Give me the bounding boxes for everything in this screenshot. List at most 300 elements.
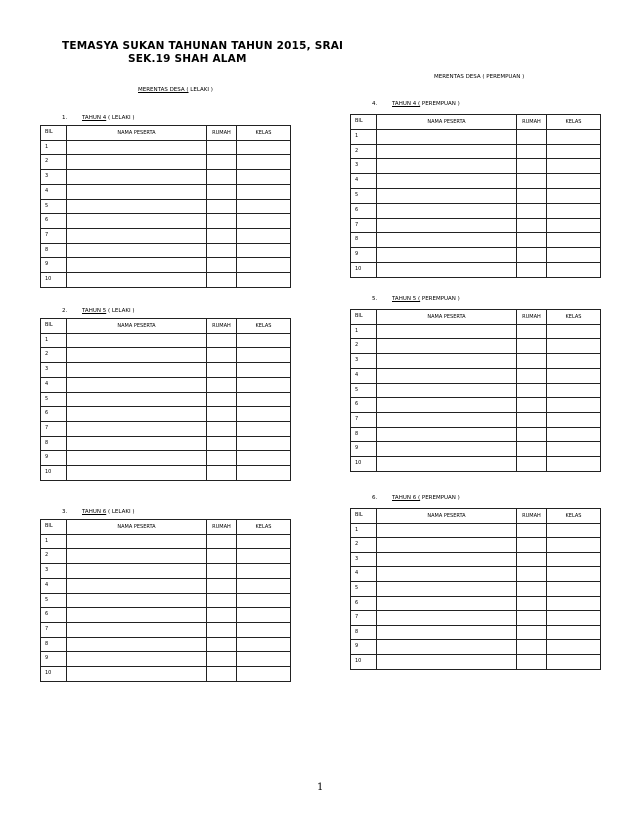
nama-peserta-cell[interactable] — [67, 608, 207, 623]
rumah-cell[interactable] — [517, 398, 547, 413]
rumah-cell[interactable] — [207, 652, 237, 667]
table-row — [351, 457, 601, 472]
participant-table-3 — [40, 519, 291, 682]
section-label-underlined: TAHUN 5 ( — [392, 296, 421, 302]
nama-peserta-cell[interactable] — [377, 324, 517, 339]
rumah-cell[interactable] — [517, 383, 547, 398]
kelas-cell[interactable] — [237, 170, 291, 185]
rumah-cell[interactable] — [517, 144, 547, 159]
kelas-cell[interactable] — [547, 596, 601, 611]
table-row — [41, 392, 291, 407]
nama-peserta-cell[interactable] — [377, 218, 517, 233]
rumah-cell[interactable] — [207, 377, 237, 392]
table-row — [41, 214, 291, 229]
section-label-1 — [62, 115, 134, 121]
kelas-cell[interactable] — [237, 451, 291, 466]
rumah-cell[interactable] — [517, 412, 547, 427]
left-subtitle-underlined: MERENTAS DESA ( — [138, 87, 189, 93]
table-row — [351, 188, 601, 203]
kelas-cell[interactable] — [237, 243, 291, 258]
rumah-cell[interactable] — [517, 368, 547, 383]
nama-peserta-cell[interactable] — [67, 228, 207, 243]
row-number-cell: 1 — [41, 140, 67, 155]
rumah-cell[interactable] — [207, 421, 237, 436]
rumah-cell[interactable] — [207, 392, 237, 407]
rumah-cell[interactable] — [517, 581, 547, 596]
row-number-cell: 6 — [351, 203, 377, 218]
nama-peserta-cell[interactable] — [67, 140, 207, 155]
kelas-cell[interactable] — [237, 363, 291, 378]
table-row — [41, 377, 291, 392]
rumah-cell[interactable] — [207, 214, 237, 229]
nama-peserta-cell[interactable] — [67, 333, 207, 348]
kelas-cell[interactable] — [547, 552, 601, 567]
rumah-cell[interactable] — [207, 637, 237, 652]
kelas-cell[interactable] — [237, 564, 291, 579]
table-header-row — [41, 520, 291, 535]
nama-peserta-cell[interactable] — [377, 625, 517, 640]
nama-peserta-cell[interactable] — [67, 407, 207, 422]
section-label-rest: ( LELAKI ) — [106, 115, 135, 121]
row-number-cell: 5 — [41, 199, 67, 214]
kelas-cell[interactable] — [547, 248, 601, 263]
table-row — [41, 258, 291, 273]
nama-peserta-cell[interactable] — [67, 593, 207, 608]
table-row — [351, 144, 601, 159]
kelas-cell[interactable] — [237, 273, 291, 288]
table-row — [351, 596, 601, 611]
rumah-cell[interactable] — [517, 654, 547, 669]
rumah-cell[interactable] — [207, 534, 237, 549]
kelas-cell[interactable] — [237, 258, 291, 273]
nama-peserta-cell[interactable] — [377, 552, 517, 567]
rumah-cell[interactable] — [517, 324, 547, 339]
kelas-cell[interactable] — [237, 199, 291, 214]
nama-peserta-cell[interactable] — [67, 549, 207, 564]
kelas-cell[interactable] — [237, 392, 291, 407]
header-bil: BIL — [41, 126, 67, 141]
rumah-cell[interactable] — [517, 248, 547, 263]
rumah-cell[interactable] — [207, 549, 237, 564]
table-header-row — [351, 310, 601, 325]
nama-peserta-cell[interactable] — [67, 214, 207, 229]
table-row — [351, 538, 601, 553]
rumah-cell[interactable] — [517, 203, 547, 218]
row-number-cell: 9 — [41, 652, 67, 667]
nama-peserta-cell[interactable] — [67, 436, 207, 451]
rumah-cell[interactable] — [207, 667, 237, 682]
page-number: 1 — [317, 782, 324, 793]
rumah-cell[interactable] — [207, 228, 237, 243]
header-rumah: RUMAH — [207, 126, 237, 141]
rumah-cell[interactable] — [207, 243, 237, 258]
kelas-cell[interactable] — [547, 144, 601, 159]
rumah-cell[interactable] — [517, 262, 547, 277]
table-row — [351, 324, 601, 339]
kelas-cell[interactable] — [547, 625, 601, 640]
nama-peserta-cell[interactable] — [377, 233, 517, 248]
table-row — [41, 170, 291, 185]
kelas-cell[interactable] — [547, 368, 601, 383]
row-number-cell: 8 — [351, 625, 377, 640]
row-number-cell: 7 — [41, 622, 67, 637]
row-number-cell: 6 — [41, 214, 67, 229]
nama-peserta-cell[interactable] — [377, 442, 517, 457]
kelas-cell[interactable] — [547, 581, 601, 596]
participant-table-2 — [40, 318, 291, 481]
nama-peserta-cell[interactable] — [67, 652, 207, 667]
nama-peserta-cell[interactable] — [67, 564, 207, 579]
kelas-cell[interactable] — [547, 218, 601, 233]
row-number-cell: 2 — [351, 538, 377, 553]
rumah-cell[interactable] — [207, 564, 237, 579]
rumah-cell[interactable] — [517, 611, 547, 626]
kelas-cell[interactable] — [237, 578, 291, 593]
row-number-cell: 6 — [41, 608, 67, 623]
rumah-cell[interactable] — [207, 593, 237, 608]
kelas-cell[interactable] — [547, 523, 601, 538]
nama-peserta-cell[interactable] — [67, 363, 207, 378]
nama-peserta-cell[interactable] — [377, 640, 517, 655]
rumah-cell[interactable] — [207, 451, 237, 466]
nama-peserta-cell[interactable] — [377, 248, 517, 263]
nama-peserta-cell[interactable] — [67, 258, 207, 273]
table-header-row — [351, 509, 601, 524]
nama-peserta-cell[interactable] — [377, 596, 517, 611]
table-row — [351, 129, 601, 144]
nama-peserta-cell[interactable] — [67, 466, 207, 481]
table-row — [41, 451, 291, 466]
rumah-cell[interactable] — [207, 273, 237, 288]
table-row — [41, 436, 291, 451]
row-number-cell: 9 — [351, 442, 377, 457]
nama-peserta-cell[interactable] — [377, 567, 517, 582]
kelas-cell[interactable] — [237, 155, 291, 170]
table-row — [351, 567, 601, 582]
kelas-cell[interactable] — [547, 398, 601, 413]
kelas-cell[interactable] — [547, 324, 601, 339]
row-number-cell: 10 — [351, 654, 377, 669]
rumah-cell[interactable] — [517, 567, 547, 582]
nama-peserta-cell[interactable] — [377, 354, 517, 369]
header-rumah: RUMAH — [517, 509, 547, 524]
nama-peserta-cell[interactable] — [67, 377, 207, 392]
row-number-cell: 5 — [351, 581, 377, 596]
section-number: 1. — [62, 115, 68, 121]
rumah-cell[interactable] — [517, 427, 547, 442]
table-row — [41, 637, 291, 652]
header-nama-peserta: NAMA PESERTA — [67, 319, 207, 334]
section-label-rest: PEREMPUAN ) — [420, 296, 460, 302]
header-rumah: RUMAH — [207, 319, 237, 334]
section-label-4 — [372, 101, 460, 107]
kelas-cell[interactable] — [547, 174, 601, 189]
rumah-cell[interactable] — [517, 129, 547, 144]
row-number-cell: 7 — [41, 228, 67, 243]
table-row — [351, 412, 601, 427]
section-label-rest: ( LELAKI ) — [106, 308, 135, 314]
table-row — [351, 248, 601, 263]
rumah-cell[interactable] — [207, 140, 237, 155]
left-subtitle — [138, 87, 213, 93]
section-number: 6. — [372, 495, 378, 501]
kelas-cell[interactable] — [547, 159, 601, 174]
nama-peserta-cell[interactable] — [67, 451, 207, 466]
nama-peserta-cell[interactable] — [67, 534, 207, 549]
row-number-cell: 5 — [351, 188, 377, 203]
table-row — [41, 273, 291, 288]
rumah-cell[interactable] — [207, 155, 237, 170]
table-row — [351, 159, 601, 174]
rumah-cell[interactable] — [517, 538, 547, 553]
row-number-cell: 8 — [41, 243, 67, 258]
rumah-cell[interactable] — [517, 354, 547, 369]
kelas-cell[interactable] — [547, 427, 601, 442]
nama-peserta-cell[interactable] — [377, 383, 517, 398]
kelas-cell[interactable] — [237, 608, 291, 623]
kelas-cell[interactable] — [547, 640, 601, 655]
header-bil: BIL — [41, 520, 67, 535]
nama-peserta-cell[interactable] — [67, 392, 207, 407]
table-row — [351, 174, 601, 189]
table-row — [41, 622, 291, 637]
table-row — [351, 552, 601, 567]
kelas-cell[interactable] — [237, 466, 291, 481]
rumah-cell[interactable] — [517, 596, 547, 611]
nama-peserta-cell[interactable] — [377, 581, 517, 596]
kelas-cell[interactable] — [237, 436, 291, 451]
row-number-cell: 10 — [351, 262, 377, 277]
kelas-cell[interactable] — [547, 538, 601, 553]
nama-peserta-cell[interactable] — [67, 273, 207, 288]
kelas-cell[interactable] — [547, 457, 601, 472]
row-number-cell: 10 — [351, 457, 377, 472]
kelas-cell[interactable] — [547, 654, 601, 669]
table-row — [351, 654, 601, 669]
section-label-underlined: TAHUN 5 — [82, 308, 107, 314]
kelas-cell[interactable] — [547, 188, 601, 203]
rumah-cell[interactable] — [207, 170, 237, 185]
kelas-cell[interactable] — [237, 652, 291, 667]
row-number-cell: 5 — [41, 392, 67, 407]
row-number-cell: 2 — [41, 155, 67, 170]
header-kelas: KELAS — [237, 319, 291, 334]
kelas-cell[interactable] — [547, 567, 601, 582]
kelas-cell[interactable] — [547, 339, 601, 354]
row-number-cell: 9 — [351, 640, 377, 655]
table-row — [41, 199, 291, 214]
rumah-cell[interactable] — [207, 608, 237, 623]
table-row — [351, 523, 601, 538]
table-row — [41, 140, 291, 155]
participant-table-4 — [350, 114, 601, 278]
rumah-cell[interactable] — [517, 188, 547, 203]
rumah-cell[interactable] — [517, 159, 547, 174]
nama-peserta-cell[interactable] — [377, 611, 517, 626]
rumah-cell[interactable] — [517, 442, 547, 457]
rumah-cell[interactable] — [517, 625, 547, 640]
row-number-cell: 4 — [41, 377, 67, 392]
table-header-row — [351, 115, 601, 130]
kelas-cell[interactable] — [547, 442, 601, 457]
nama-peserta-cell[interactable] — [377, 538, 517, 553]
section-number: 2. — [62, 308, 68, 314]
row-number-cell: 1 — [351, 324, 377, 339]
rumah-cell[interactable] — [207, 184, 237, 199]
nama-peserta-cell[interactable] — [67, 421, 207, 436]
kelas-cell[interactable] — [237, 534, 291, 549]
nama-peserta-cell[interactable] — [377, 159, 517, 174]
table-row — [351, 398, 601, 413]
kelas-cell[interactable] — [547, 203, 601, 218]
document-title-line-1: TEMASYA SUKAN TAHUNAN TAHUN 2015, SRAI — [62, 40, 344, 52]
table-row — [41, 608, 291, 623]
rumah-cell[interactable] — [517, 457, 547, 472]
nama-peserta-cell[interactable] — [67, 243, 207, 258]
header-kelas: KELAS — [547, 310, 601, 325]
rumah-cell[interactable] — [517, 640, 547, 655]
kelas-cell[interactable] — [237, 622, 291, 637]
kelas-cell[interactable] — [237, 407, 291, 422]
nama-peserta-cell[interactable] — [377, 523, 517, 538]
rumah-cell[interactable] — [517, 339, 547, 354]
kelas-cell[interactable] — [237, 333, 291, 348]
row-number-cell: 10 — [41, 667, 67, 682]
rumah-cell[interactable] — [517, 218, 547, 233]
nama-peserta-cell[interactable] — [67, 199, 207, 214]
kelas-cell[interactable] — [547, 233, 601, 248]
header-nama-peserta: NAMA PESERTA — [377, 310, 517, 325]
kelas-cell[interactable] — [237, 637, 291, 652]
kelas-cell[interactable] — [237, 184, 291, 199]
header-rumah: RUMAH — [207, 520, 237, 535]
kelas-cell[interactable] — [237, 377, 291, 392]
kelas-cell[interactable] — [237, 549, 291, 564]
nama-peserta-cell[interactable] — [67, 578, 207, 593]
header-bil: BIL — [351, 509, 377, 524]
kelas-cell[interactable] — [547, 383, 601, 398]
row-number-cell: 7 — [351, 218, 377, 233]
table-row — [41, 578, 291, 593]
rumah-cell[interactable] — [517, 233, 547, 248]
rumah-cell[interactable] — [207, 258, 237, 273]
kelas-cell[interactable] — [237, 667, 291, 682]
kelas-cell[interactable] — [547, 129, 601, 144]
header-kelas: KELAS — [547, 115, 601, 130]
rumah-cell[interactable] — [207, 348, 237, 363]
section-label-5 — [372, 296, 460, 302]
rumah-cell[interactable] — [207, 407, 237, 422]
row-number-cell: 3 — [351, 354, 377, 369]
row-number-cell: 8 — [41, 637, 67, 652]
nama-peserta-cell[interactable] — [377, 339, 517, 354]
rumah-cell[interactable] — [207, 363, 237, 378]
nama-peserta-cell[interactable] — [67, 348, 207, 363]
header-nama-peserta: NAMA PESERTA — [67, 126, 207, 141]
table-row — [41, 593, 291, 608]
kelas-cell[interactable] — [237, 228, 291, 243]
section-label-underlined: TAHUN 6 — [82, 509, 107, 515]
nama-peserta-cell[interactable] — [377, 144, 517, 159]
row-number-cell: 1 — [41, 534, 67, 549]
nama-peserta-cell[interactable] — [377, 412, 517, 427]
row-number-cell: 2 — [41, 549, 67, 564]
kelas-cell[interactable] — [237, 593, 291, 608]
table-row — [351, 218, 601, 233]
table-row — [351, 442, 601, 457]
kelas-cell[interactable] — [237, 421, 291, 436]
kelas-cell[interactable] — [547, 611, 601, 626]
nama-peserta-cell[interactable] — [67, 667, 207, 682]
header-bil: BIL — [351, 115, 377, 130]
section-label-rest: PEREMPUAN ) — [420, 101, 460, 107]
rumah-cell[interactable] — [207, 622, 237, 637]
nama-peserta-cell[interactable] — [377, 188, 517, 203]
rumah-cell[interactable] — [207, 436, 237, 451]
row-number-cell: 4 — [351, 567, 377, 582]
nama-peserta-cell[interactable] — [67, 622, 207, 637]
nama-peserta-cell[interactable] — [67, 637, 207, 652]
kelas-cell[interactable] — [237, 214, 291, 229]
table-row — [351, 611, 601, 626]
nama-peserta-cell[interactable] — [377, 203, 517, 218]
nama-peserta-cell[interactable] — [377, 262, 517, 277]
kelas-cell[interactable] — [547, 262, 601, 277]
table-row — [351, 383, 601, 398]
table-row — [41, 466, 291, 481]
row-number-cell: 6 — [351, 398, 377, 413]
section-number: 5. — [372, 296, 378, 302]
rumah-cell[interactable] — [207, 199, 237, 214]
table-row — [351, 203, 601, 218]
rumah-cell[interactable] — [517, 552, 547, 567]
nama-peserta-cell[interactable] — [377, 398, 517, 413]
nama-peserta-cell[interactable] — [377, 457, 517, 472]
row-number-cell: 4 — [41, 184, 67, 199]
nama-peserta-cell[interactable] — [67, 155, 207, 170]
table-row — [41, 534, 291, 549]
nama-peserta-cell[interactable] — [377, 654, 517, 669]
rumah-cell[interactable] — [207, 466, 237, 481]
table-row — [41, 564, 291, 579]
right-subtitle: MERENTAS DESA ( PEREMPUAN ) — [434, 74, 525, 80]
rumah-cell[interactable] — [517, 523, 547, 538]
nama-peserta-cell[interactable] — [67, 184, 207, 199]
table-row — [351, 354, 601, 369]
row-number-cell: 7 — [351, 412, 377, 427]
table-row — [351, 640, 601, 655]
rumah-cell[interactable] — [207, 578, 237, 593]
kelas-cell[interactable] — [237, 140, 291, 155]
nama-peserta-cell[interactable] — [377, 129, 517, 144]
kelas-cell[interactable] — [547, 354, 601, 369]
header-nama-peserta: NAMA PESERTA — [67, 520, 207, 535]
kelas-cell[interactable] — [547, 412, 601, 427]
rumah-cell[interactable] — [517, 174, 547, 189]
row-number-cell: 3 — [351, 159, 377, 174]
table-row — [41, 228, 291, 243]
nama-peserta-cell[interactable] — [377, 174, 517, 189]
row-number-cell: 1 — [351, 129, 377, 144]
nama-peserta-cell[interactable] — [67, 170, 207, 185]
kelas-cell[interactable] — [237, 348, 291, 363]
table-row — [41, 421, 291, 436]
row-number-cell: 3 — [41, 363, 67, 378]
nama-peserta-cell[interactable] — [377, 368, 517, 383]
row-number-cell: 3 — [41, 564, 67, 579]
rumah-cell[interactable] — [207, 333, 237, 348]
nama-peserta-cell[interactable] — [377, 427, 517, 442]
